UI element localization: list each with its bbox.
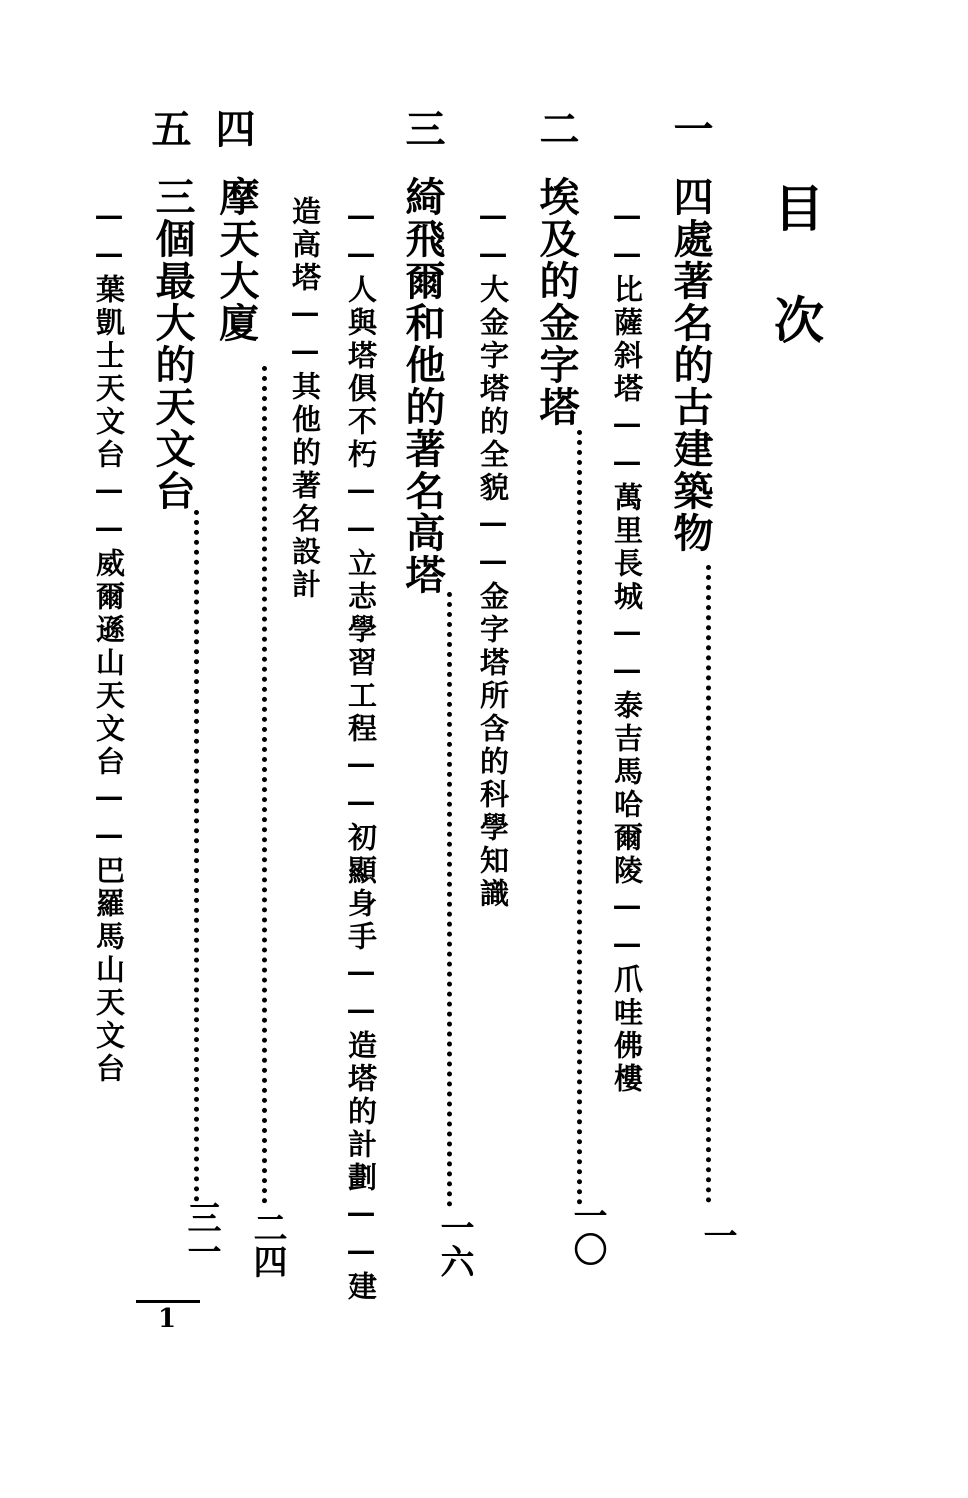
chapter-5-subsections: ——葉凱士天文台——威爾遜山天文台——巴羅馬山天文台 <box>92 198 126 1086</box>
chapter-4-leader-dots <box>262 366 267 1204</box>
chapter-3-subsections-line-1: ——人與塔俱不朽——立志學習工程——初顯身手——造塔的計劃——建 <box>344 198 378 1304</box>
chapter-3-number: 三 <box>399 108 446 148</box>
chapter-3-subsections-line-2: 造高塔——其他的著名設計 <box>288 196 322 602</box>
chapter-1-page-number: 一 <box>697 1218 737 1252</box>
chapter-3-heading: 綺飛爾和他的著名高塔 <box>399 176 446 596</box>
chapter-4-page-number: 二四 <box>247 1210 287 1278</box>
page-title: 目次 <box>766 182 825 406</box>
chapter-2-leader-dots <box>577 430 582 1205</box>
chapter-5-number: 五 <box>145 108 192 148</box>
chapter-2-number: 二 <box>533 108 580 148</box>
chapter-3-page-number: 一六 <box>434 1210 474 1278</box>
chapter-4-number: 四 <box>209 108 256 148</box>
folio-page-number: 1 <box>158 1304 177 1334</box>
chapter-2-subsections: ——大金字塔的全貌——金字塔所含的科學知識 <box>476 198 510 911</box>
chapter-2-page-number: 一〇 <box>567 1198 607 1266</box>
chapter-5-heading: 三個最大的天文台 <box>149 176 196 512</box>
folio-rule <box>136 1300 200 1303</box>
chapter-1-number: 一 <box>667 108 714 148</box>
chapter-2-heading: 埃及的金字塔 <box>533 176 580 428</box>
chapter-1-leader-dots <box>706 565 711 1203</box>
chapter-5-leader-dots <box>194 510 199 1202</box>
chapter-1-subsections: ——比薩斜塔——萬里長城——泰吉馬哈爾陵——爪哇佛樓 <box>610 198 644 1096</box>
chapter-1-heading: 四處著名的古建築物 <box>667 176 714 554</box>
chapter-5-page-number: 三一 <box>181 1200 221 1268</box>
chapter-3-leader-dots <box>447 592 452 1207</box>
chapter-4-heading: 摩天大廈 <box>213 176 260 344</box>
